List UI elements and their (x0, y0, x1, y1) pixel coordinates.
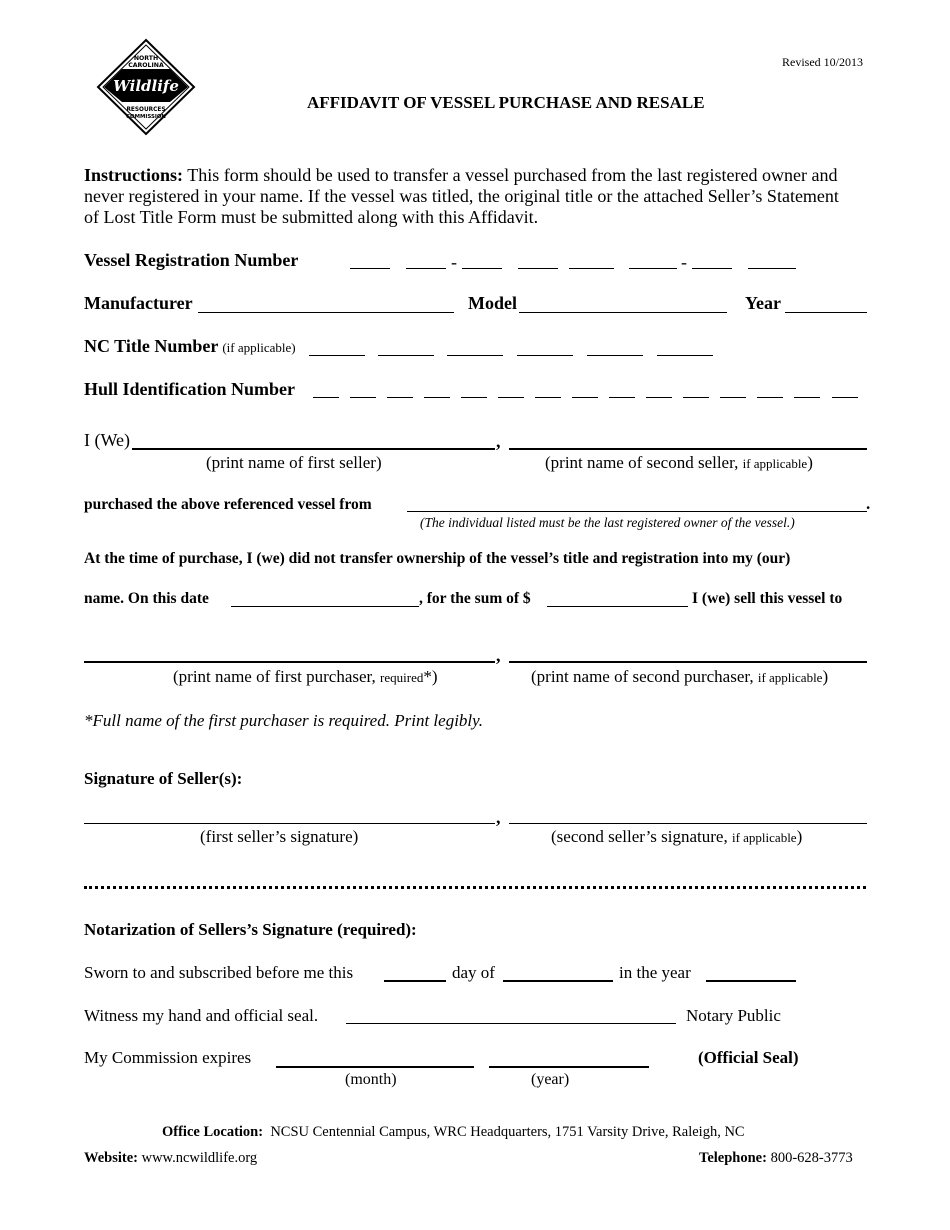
hin-label: Hull Identification Number (84, 379, 296, 399)
signature-heading: Signature of Seller(s): (84, 769, 243, 788)
year-label: Year (745, 293, 781, 313)
logo-line4: COMMISSION (126, 114, 166, 120)
instructions-label: Instructions: (84, 165, 184, 185)
website: Website: www.ncwildlife.org (84, 1150, 258, 1166)
logo-line3: RESOURCES (126, 107, 166, 113)
title-number-label: NC Title Number (if applicable) (84, 336, 296, 356)
title-number-blank-3[interactable] (447, 355, 503, 356)
second-seller-caption: (print name of second seller, if applicable) (545, 453, 813, 472)
commission-month-field[interactable] (276, 1066, 474, 1068)
registration-blank-4[interactable] (518, 268, 558, 269)
commission-year-field[interactable] (489, 1066, 649, 1068)
hin-blank-3[interactable] (387, 397, 413, 398)
wildlife-commission-logo (96, 38, 196, 136)
title-number-blank-1[interactable] (309, 355, 365, 356)
logo-line1: NORTH (133, 55, 159, 62)
hin-blank-10[interactable] (646, 397, 672, 398)
registration-blank-7[interactable] (692, 268, 732, 269)
commission-label: My Commission expires (84, 1048, 252, 1067)
purchasers-comma: , (496, 645, 501, 665)
sworn-label: Sworn to and subscribed before me this (84, 963, 354, 982)
registration-blank-5[interactable] (569, 268, 614, 269)
registration-blank-6[interactable] (629, 268, 677, 269)
registration-blank-2[interactable] (406, 268, 446, 269)
revision-date: Revised 10/2013 (782, 55, 863, 69)
model-label: Model (468, 293, 517, 313)
previous-owner-note: (The individual listed must be the last registered owner of the vessel.) (420, 515, 795, 530)
transfer-name-date-label: name. On this date (84, 590, 209, 607)
sworn-month-field[interactable] (503, 980, 613, 982)
instructions-line1: Instructions: This form should be used to transfer a vessel purchased from the last registered owner and (84, 165, 838, 185)
office-location: Office Location: NCSU Centennial Campus, WRC Headquarters, 1751 Varsity Drive, Raleigh, NC (162, 1124, 745, 1140)
notary-signature-field[interactable] (346, 1023, 676, 1024)
hin-blank-11[interactable] (683, 397, 709, 398)
first-purchaser-name-field[interactable] (84, 661, 495, 663)
signature-comma: , (496, 807, 501, 827)
witness-label: Witness my hand and official seal. (84, 1006, 319, 1025)
sworn-day-field[interactable] (384, 980, 446, 982)
hin-blank-13[interactable] (757, 397, 783, 398)
model-field[interactable] (519, 312, 727, 313)
instructions-line3: of Lost Title Form must be submitted along with this Affidavit. (84, 207, 539, 227)
month-caption: (month) (345, 1071, 397, 1088)
i-we-label: I (We) (84, 430, 131, 450)
second-seller-signature-caption: (second seller’s signature, if applicable) (551, 827, 803, 846)
registration-dash-1: - (451, 252, 457, 272)
hin-blank-8[interactable] (572, 397, 598, 398)
notary-public-label: Notary Public (686, 1006, 781, 1025)
official-seal-label: (Official Seal) (698, 1048, 799, 1067)
first-seller-signature-caption: (first seller’s signature) (200, 827, 359, 846)
purchaser-footnote: *Full name of the first purchaser is required. Print legibly. (84, 711, 483, 730)
first-purchaser-caption: (print name of first purchaser, required*) (173, 667, 438, 686)
year-caption: (year) (531, 1071, 570, 1088)
hin-blank-6[interactable] (498, 397, 524, 398)
telephone: Telephone: 800-628-3773 (699, 1150, 853, 1166)
website-link[interactable]: www.ncwildlife.org (141, 1150, 258, 1166)
hin-blank-1[interactable] (313, 397, 339, 398)
registration-blank-1[interactable] (350, 268, 390, 269)
in-year-label: in the year (619, 963, 691, 982)
registration-dash-2: - (681, 252, 687, 272)
hin-blank-14[interactable] (794, 397, 820, 398)
sworn-year-field[interactable] (706, 980, 796, 982)
logo-script: Wildlife (113, 77, 179, 95)
hin-blank-9[interactable] (609, 397, 635, 398)
transfer-statement-line1: At the time of purchase, I (we) did not transfer ownership of the vessel’s title and registration into my (our) (84, 550, 791, 567)
purchased-period: . (866, 494, 871, 513)
second-purchaser-name-field[interactable] (509, 661, 867, 663)
hin-blank-2[interactable] (350, 397, 376, 398)
registration-blank-8[interactable] (748, 268, 796, 269)
purchased-from-label: purchased the above referenced vessel from (84, 496, 372, 513)
second-seller-signature-field[interactable] (509, 823, 867, 824)
hin-blank-12[interactable] (720, 397, 746, 398)
title-number-blank-4[interactable] (517, 355, 573, 356)
first-seller-name-field[interactable] (132, 448, 495, 450)
day-of-label: day of (452, 963, 495, 982)
hin-blank-15[interactable] (832, 397, 858, 398)
hin-blank-4[interactable] (424, 397, 450, 398)
title-number-blank-2[interactable] (378, 355, 434, 356)
year-field[interactable] (785, 312, 867, 313)
sellers-comma: , (496, 431, 501, 451)
second-purchaser-caption: (print name of second purchaser, if applicable) (531, 667, 829, 686)
registration-label: Vessel Registration Number (84, 250, 299, 270)
section-divider (84, 886, 866, 889)
page-title: AFFIDAVIT OF VESSEL PURCHASE AND RESALE (307, 93, 705, 112)
first-seller-signature-field[interactable] (84, 823, 495, 824)
manufacturer-field[interactable] (198, 312, 454, 313)
title-number-blank-6[interactable] (657, 355, 713, 356)
hin-blank-7[interactable] (535, 397, 561, 398)
logo-line2: CAROLINA (128, 62, 164, 69)
hin-blank-5[interactable] (461, 397, 487, 398)
first-seller-caption: (print name of first seller) (206, 453, 382, 472)
notary-heading: Notarization of Sellers’s Signature (required): (84, 920, 417, 939)
manufacturer-label: Manufacturer (84, 293, 193, 313)
sum-label: , for the sum of $ (419, 590, 531, 607)
second-seller-name-field[interactable] (509, 448, 867, 450)
sale-amount-field[interactable] (547, 606, 688, 607)
sell-to-label: I (we) sell this vessel to (692, 590, 843, 607)
instructions-line2: never registered in your name. If the vessel was titled, the original title or the attached Seller’s Statement (84, 186, 839, 206)
previous-owner-field[interactable] (407, 511, 867, 512)
registration-blank-3[interactable] (462, 268, 502, 269)
sale-date-field[interactable] (231, 606, 419, 607)
title-number-blank-5[interactable] (587, 355, 643, 356)
